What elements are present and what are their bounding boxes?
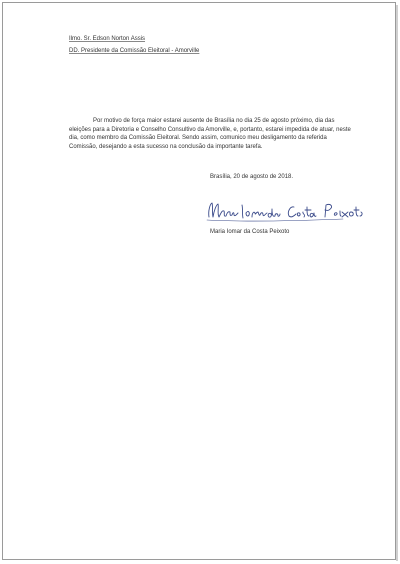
- handwritten-signature: [203, 195, 363, 227]
- addressee-title: DD. Presidente da Comissão Eleitoral - Amorville: [69, 47, 200, 54]
- addressee-name: Ilmo. Sr. Edson Norton Assis: [69, 36, 146, 42]
- addressee-block: [69, 34, 199, 57]
- signer-name: Maria Iomar da Costa Peixoto: [210, 229, 290, 235]
- document-page: [2, 2, 396, 560]
- date-line: Brasília, 20 de agosto de 2018.: [210, 174, 294, 180]
- letter-body: Por motivo de força maior estarei ausente de Brasília no dia 25 de agosto próximo, dia das eleições para a Diretoria e Conselho Consultivo da Amorville, e, portanto, estarei impedida de atuar, neste dia, como membro da Comissão Eleitoral. Sendo assim, comunico meu desligamento da referida Comissão, desejando a esta sucesso na conclusão da importante tarefa.: [69, 118, 351, 151]
